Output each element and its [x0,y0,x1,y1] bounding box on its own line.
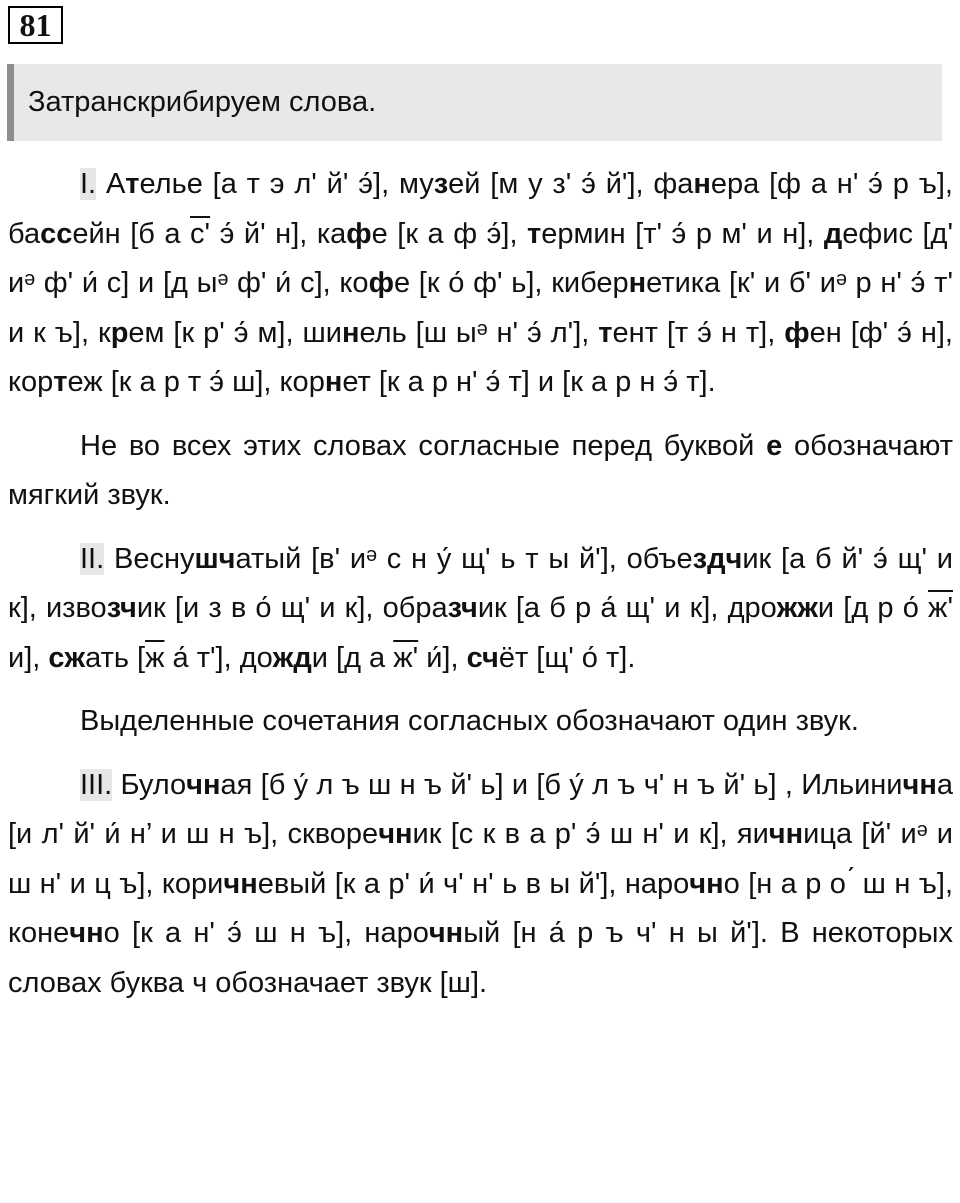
text-run: ж' [928,592,953,624]
text-run: ера [ф а н' э́ р ъ], ба [8,168,953,250]
highlighted-letters: т [125,168,140,200]
text-run: а́ т'], до [164,641,273,674]
paragraph-5 [8,761,953,1009]
text-run: ефис [д' иᵊ ф' и́ с] и [д ыᵊ ф' и́ с], ко [8,217,954,299]
text-run: и [д р о́ [817,592,929,624]
exercise-number: 81 [8,6,63,44]
text-run: евый [к а р' и́ ч' н' ь в ы й'], наро [257,867,690,900]
text-run: ая [б у́ л ъ ш н ъ й' ь] и [б у́ л ъ ч' н ъ й' ь] , Ильини [220,768,903,801]
highlighted-letters: чн [768,818,804,850]
text-run: атый [в' иᵊ с н у́ щ' ь т ы й'], объе [235,542,693,575]
highlighted-letters: сч [466,641,499,674]
text-run: ик [с к в а р' э́ ш н' и к], яи [412,818,769,850]
highlighted-letters: т [527,217,542,250]
text-run: э́ й' н], ка [210,217,347,250]
text-run: Весну [104,542,195,575]
text-run: ж' [393,641,419,674]
highlighted-letters: сж [48,641,86,674]
section-numeral: III. [80,768,113,801]
highlighted-letters: д [823,217,843,250]
highlighted-letters: сс [40,217,73,250]
highlighted-letters: н [693,168,711,200]
highlighted-letters: чн [902,768,937,801]
highlighted-letters: чн [689,867,724,900]
text-run: еж [к а р т э́ ш], кор [67,366,325,398]
highlighted-letters: н [324,366,343,398]
text-run: ель [ш ыᵊ н' э́ л'], [359,316,599,349]
highlighted-letters: здч [692,542,743,575]
highlighted-letters: жж [776,592,818,624]
highlighted-letters: р [110,316,129,349]
text-run: ей [м у з' э́ й'], фа [448,168,694,200]
text-run: А [96,168,126,200]
text-run: Выделенные сочетания согласных обозначают один звук. [80,705,859,737]
highlighted-letters: е [766,429,783,462]
paragraph-3 [8,535,953,684]
highlighted-letters: чн [378,818,413,850]
text-run: е [к а ф э́], [371,217,528,250]
highlighted-letters: т [598,316,613,349]
text-run: обозначают мягкий звук. [8,429,953,511]
highlighted-letters: н [341,316,360,349]
text-run: ент [т э́ н т], [612,316,785,349]
text-run: ет [к а р н' э́ т] и [к а р н э́ т]. [342,366,716,398]
highlighted-letters: зч [106,592,137,624]
text-run: ен [ф' э́ н], кор [8,316,953,398]
highlighted-letters: ф [784,316,810,349]
text-run: ейн [б а [72,217,191,250]
exercise-header: Затранскрибируем слова. [7,64,942,141]
text-run: ый [н а́ р ъ ч' н ы й']. В некоторых словах буква ч обозначает звук [ш]. [8,917,953,999]
text-run: ик [а б й' э́ щ' и к], изво [8,542,953,624]
highlighted-letters: чн [428,917,464,949]
text-run: ать [ [85,641,146,674]
text-run: ик [а б р а́ щ' и к], дро [477,592,777,624]
text-run: о [н а р о ́ ш н ъ], коне [8,867,953,949]
highlighted-letters: т [53,366,68,398]
text-run: етика [к' и б' иᵊ р н' э́ т' и к ъ], к [8,267,953,349]
highlighted-letters: зч [447,592,478,624]
highlighted-letters: ф [346,217,372,250]
text-run: а [и л' й' и́ н’ и ш н ъ], скворе [8,768,953,850]
text-run: Не во всех этих словах согласные перед буквой [80,429,767,462]
text-run: е [к о́ ф' ь], кибер [393,267,629,299]
text-run: и [д а [311,641,394,674]
paragraph-1 [8,160,953,408]
text-run: Було [112,768,187,801]
text-run: ица [й' иᵊ и ш н' и ц ъ], кори [8,818,953,900]
section-numeral: I. [80,168,97,200]
text-run: с' [190,217,211,250]
text-run: ермин [т' э́ р м' и н], [541,217,824,250]
highlighted-letters: чн [223,867,258,900]
highlighted-letters: ф [368,267,394,299]
exercise-body [8,160,953,1022]
section-numeral: II. [80,542,105,575]
text-run: ж [145,641,165,674]
highlighted-letters: жд [272,641,312,674]
text-run: ёт [щ' о́ т]. [498,641,636,674]
text-run: ик [и з в о́ щ' и к], обра [136,592,448,624]
paragraph-4 [8,697,953,747]
text-run: ем [к р' э́ м], ши [128,316,342,349]
text-run: елье [а т э л' й' э́], му [139,168,434,200]
highlighted-letters: шч [194,542,236,575]
highlighted-letters: з [433,168,449,200]
text-run: и́], [418,641,467,674]
text-run: о [к а н' э́ ш н ъ], наро [103,917,429,949]
highlighted-letters: н [628,267,647,299]
paragraph-2 [8,422,953,521]
text-run: и], [8,641,49,674]
highlighted-letters: чн [186,768,221,801]
highlighted-letters: чн [69,917,104,949]
